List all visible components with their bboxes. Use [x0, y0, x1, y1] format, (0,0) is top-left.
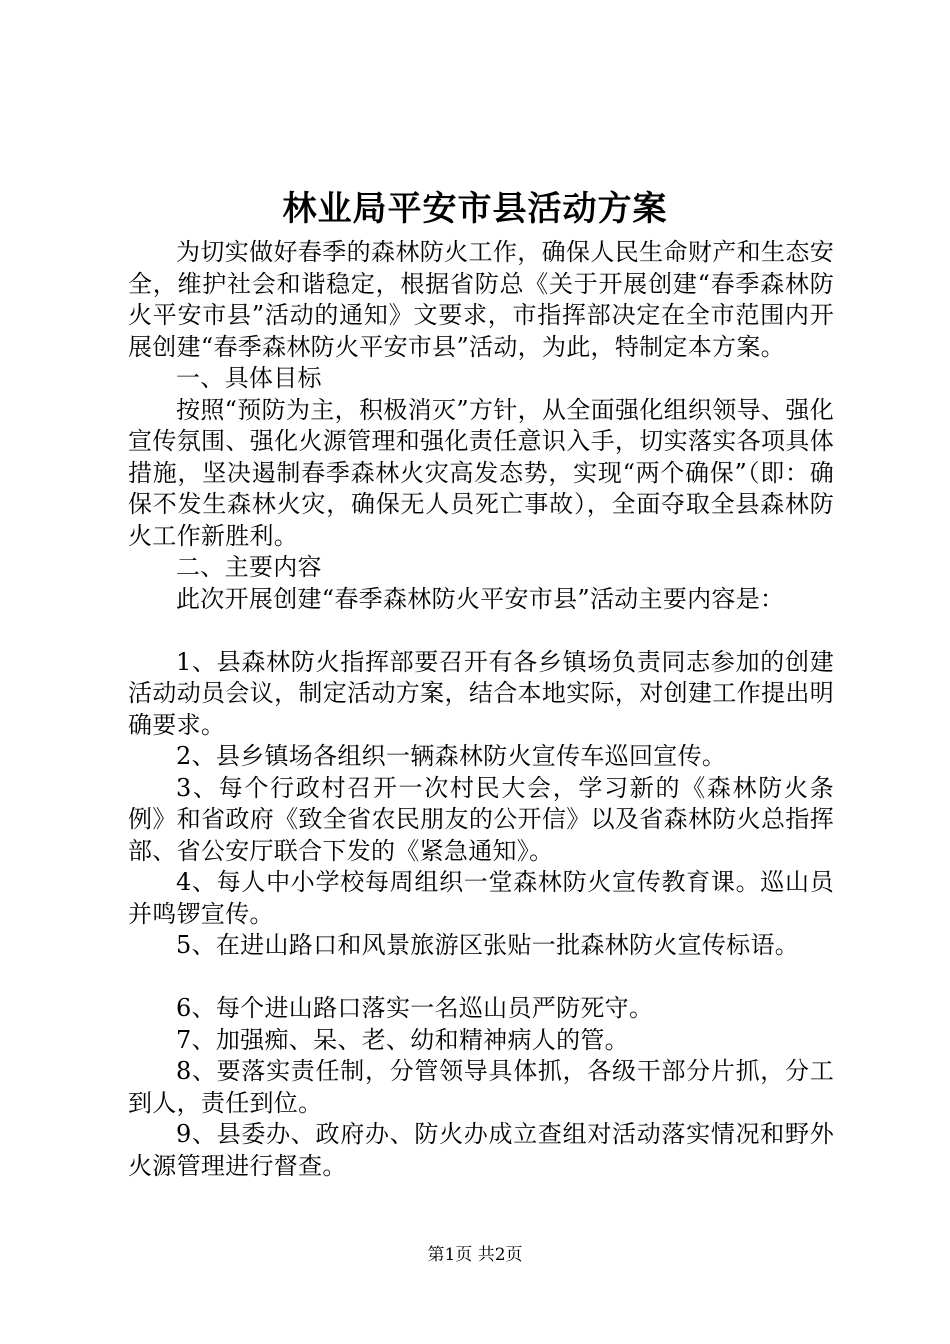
document-body [128, 237, 834, 1182]
list-item-8: 8、要落实责任制，分管领导具体抓，各级干部分片抓，分工到人，责任到位。 [128, 1057, 834, 1117]
list-item-2: 2、县乡镇场各组织一辆森林防火宣传车巡回宣传。 [176, 742, 727, 770]
list-item-7: 7、加强痴、呆、老、幼和精神病人的管。 [176, 1025, 629, 1054]
list-item-1: 1、县森林防火指挥部要召开有各乡镇场负责同志参加的创建活动动员会议，制定活动方案，结合本地实际，对创建工作提出明确要求。 [128, 647, 834, 739]
list-item-9: 9、县委办、政府办、防火办成立查组对活动落实情况和野外火源管理进行督查。 [128, 1120, 834, 1180]
paragraph-intro: 为切实做好春季的森林防火工作，确保人民生命财产和生态安全，维护社会和谐稳定，根据省防总《关于开展创建“春季森林防火平安市县”活动的通知》文要求，市指挥部决定在全市范围内开展创建“春季森林防火平安市县”活动，为此，特制定本方案。 [128, 238, 834, 361]
paragraph-goals: 按照“预防为主，积极消灭”方针，从全面强化组织领导、强化宣传氛围、强化火源管理和强化责任意识入手，切实落实各项具体措施，坚决遏制春季森林火灾高发态势，实现“两个确保”（即：确保不发生森林火灾，确保无人员死亡事故），全面夺取全县森林防火工作新胜利。 [128, 395, 834, 550]
list-item-6: 6、每个进山路口落实一名巡山员严防死守。 [176, 994, 654, 1022]
paragraph-content-lead: 此次开展创建“春季森林防火平安市县”活动主要内容是： [176, 584, 785, 613]
list-item-4: 4、每人中小学校每周组织一堂森林防火宣传教育课。巡山员并鸣锣宣传。 [128, 868, 834, 928]
document-title: 林业局平安市县活动方案 [282, 189, 668, 229]
list-item-5: 5、在进山路口和风景旅游区张贴一批森林防火宣传标语。 [176, 931, 800, 959]
section-heading-goals: 一、具体目标 [176, 364, 322, 392]
section-heading-content: 二、主要内容 [176, 553, 322, 581]
list-item-3: 3、每个行政村召开一次村民大会，学习新的《森林防火条例》和省政府《致全省农民朋友的公开信》以及省森林防火总指挥部、省公安厅联合下发的《紧急通知》。 [128, 773, 834, 865]
page-footer: 第1页 共2页 [427, 1245, 523, 1265]
